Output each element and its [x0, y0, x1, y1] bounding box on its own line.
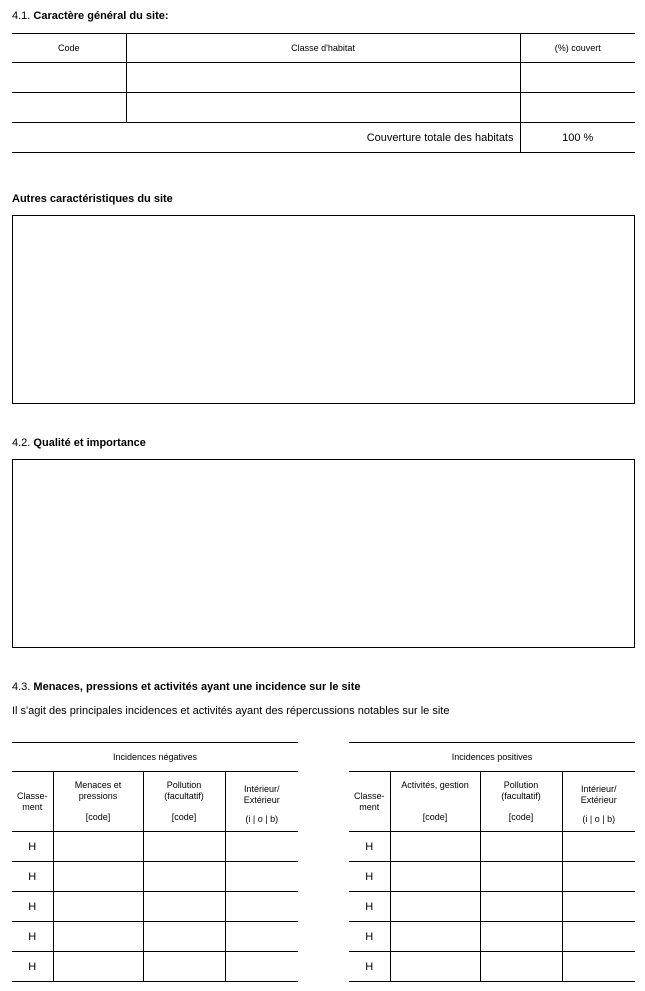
table-row — [12, 832, 298, 862]
autres-heading — [12, 193, 173, 205]
positive-impacts-table — [349, 742, 635, 982]
pollution-cell[interactable] — [143, 922, 225, 952]
table-row — [12, 93, 635, 123]
interieur-exterieur-cell[interactable] — [562, 892, 635, 922]
table-row — [349, 862, 635, 892]
autres-text-box[interactable] — [12, 215, 635, 404]
code-cell[interactable] — [12, 63, 126, 93]
col-header-classement: Classe- ment — [349, 772, 390, 832]
section-number: 4.2. — [12, 437, 31, 449]
section-4-1-heading — [12, 10, 169, 22]
pollution-cell[interactable] — [143, 892, 225, 922]
interieur-exterieur-cell[interactable] — [225, 922, 298, 952]
pollution-cell[interactable] — [143, 862, 225, 892]
classement-cell: H — [349, 922, 390, 952]
table-row — [349, 892, 635, 922]
pollution-cell[interactable] — [480, 892, 562, 922]
total-label: Couverture totale des habitats — [12, 123, 520, 153]
classement-cell: H — [349, 832, 390, 862]
pollution-cell[interactable] — [480, 832, 562, 862]
interieur-exterieur-cell[interactable] — [562, 832, 635, 862]
habitat-table — [12, 33, 635, 153]
classement-cell: H — [349, 862, 390, 892]
section-4-2-heading — [12, 437, 146, 449]
activites-cell[interactable] — [390, 892, 480, 922]
activites-cell[interactable] — [390, 832, 480, 862]
section-title: Caractère général du site: — [33, 10, 169, 22]
pollution-cell[interactable] — [480, 862, 562, 892]
section-title: Menaces, pressions et activités ayant une incidence sur le site — [33, 681, 361, 693]
table-row — [12, 952, 298, 982]
menaces-cell[interactable] — [53, 892, 143, 922]
pollution-cell[interactable] — [480, 922, 562, 952]
section-4-3-heading — [12, 681, 361, 693]
interieur-exterieur-cell[interactable] — [562, 862, 635, 892]
table-row — [12, 892, 298, 922]
classement-cell: H — [12, 892, 53, 922]
col-header-coverage: (%) couvert — [520, 34, 635, 63]
classement-cell: H — [12, 922, 53, 952]
col-header-pollution: Pollution (facultatif) [code] — [480, 772, 562, 832]
activites-cell[interactable] — [390, 952, 480, 982]
classement-cell: H — [12, 952, 53, 982]
col-header-habitat-class: Classe d'habitat — [126, 34, 520, 63]
section-title: Qualité et importance — [33, 437, 146, 449]
table-row — [12, 63, 635, 93]
classement-cell: H — [349, 952, 390, 982]
coverage-cell[interactable] — [520, 63, 635, 93]
pollution-cell[interactable] — [143, 952, 225, 982]
section-number: 4.3. — [12, 681, 31, 693]
table-caption: Incidences négatives — [12, 743, 298, 772]
table-row — [12, 922, 298, 952]
menaces-cell[interactable] — [53, 952, 143, 982]
classement-cell: H — [12, 832, 53, 862]
col-header-code: Code — [12, 34, 126, 63]
activites-cell[interactable] — [390, 862, 480, 892]
menaces-cell[interactable] — [53, 832, 143, 862]
col-header-pollution: Pollution (facultatif) [code] — [143, 772, 225, 832]
col-header-activites: Activités, gestion [code] — [390, 772, 480, 832]
pollution-cell[interactable] — [480, 952, 562, 982]
col-header-interieur-exterieur: Intérieur/ Extérieur (i | o | b) — [562, 772, 635, 832]
coverage-cell[interactable] — [520, 93, 635, 123]
interieur-exterieur-cell[interactable] — [225, 862, 298, 892]
interieur-exterieur-cell[interactable] — [562, 952, 635, 982]
menaces-cell[interactable] — [53, 862, 143, 892]
col-header-interieur-exterieur: Intérieur/ Extérieur (i | o | b) — [225, 772, 298, 832]
negative-impacts-table — [12, 742, 298, 982]
table-row — [349, 952, 635, 982]
quality-text-box[interactable] — [12, 459, 635, 648]
autres-title: Autres caractéristiques du site — [12, 193, 173, 205]
habitat-class-cell[interactable] — [126, 93, 520, 123]
table-caption: Incidences positives — [349, 743, 635, 772]
section-number: 4.1. — [12, 10, 31, 22]
habitat-class-cell[interactable] — [126, 63, 520, 93]
interieur-exterieur-cell[interactable] — [225, 952, 298, 982]
total-value: 100 % — [520, 123, 635, 153]
classement-cell: H — [349, 892, 390, 922]
col-header-menaces: Menaces et pressions [code] — [53, 772, 143, 832]
interieur-exterieur-cell[interactable] — [562, 922, 635, 952]
interieur-exterieur-cell[interactable] — [225, 832, 298, 862]
total-row — [12, 123, 635, 153]
classement-cell: H — [12, 862, 53, 892]
table-row — [12, 862, 298, 892]
code-cell[interactable] — [12, 93, 126, 123]
table-row — [349, 922, 635, 952]
interieur-exterieur-cell[interactable] — [225, 892, 298, 922]
section-4-3-description: Il s'agit des principales incidences et activités ayant des répercussions notables sur le site — [12, 705, 450, 717]
table-row — [349, 832, 635, 862]
activites-cell[interactable] — [390, 922, 480, 952]
col-header-classement: Classe- ment — [12, 772, 53, 832]
menaces-cell[interactable] — [53, 922, 143, 952]
pollution-cell[interactable] — [143, 832, 225, 862]
